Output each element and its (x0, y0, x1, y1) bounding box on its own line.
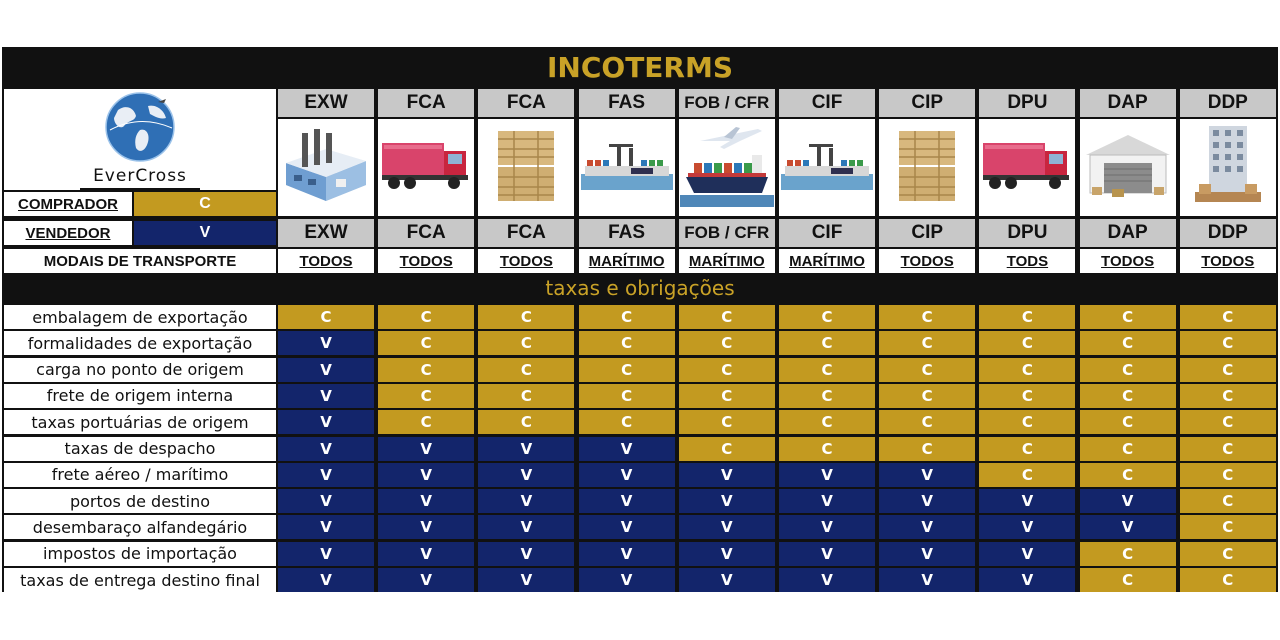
cell-value: C (779, 358, 875, 382)
cell-value: C (478, 358, 574, 382)
term-picture-8 (979, 119, 1075, 216)
cell-value: C (879, 331, 975, 355)
cell-value: C (1080, 437, 1176, 461)
cell-value: C (779, 331, 875, 355)
cell-value: V (378, 489, 474, 513)
cell-value: V (579, 542, 675, 566)
term-header-2: FCA (378, 89, 474, 117)
truck-icon (380, 137, 472, 198)
cell-value: V (879, 463, 975, 487)
term-modal-2: TODOS (378, 249, 474, 273)
cell-value: C (879, 437, 975, 461)
cell-value: V (478, 489, 574, 513)
term-header-repeat-3: FCA (478, 219, 574, 247)
cell-value: V (378, 515, 474, 539)
cell-value: C (779, 384, 875, 408)
term-modal-9: TODOS (1080, 249, 1176, 273)
cell-value: C (1180, 384, 1276, 408)
term-picture-1 (278, 119, 374, 216)
cell-value: C (1180, 410, 1276, 434)
legend-buyer-label: COMPRADOR (4, 192, 132, 216)
term-header-repeat-8: DPU (979, 219, 1075, 247)
cell-value: V (779, 515, 875, 539)
cell-value: C (1180, 358, 1276, 382)
cell-value: C (1180, 568, 1276, 592)
term-header-repeat-7: CIP (879, 219, 975, 247)
term-header-repeat-1: EXW (278, 219, 374, 247)
factory-icon (280, 125, 372, 210)
cell-value: C (579, 331, 675, 355)
cell-value: V (879, 542, 975, 566)
port-crane-icon (581, 140, 673, 195)
term-picture-7 (879, 119, 975, 216)
cell-value: C (979, 305, 1075, 329)
term-header-6: CIF (779, 89, 875, 117)
cell-value: C (1180, 437, 1276, 461)
cell-value: C (879, 410, 975, 434)
term-header-8: DPU (979, 89, 1075, 117)
cell-value: C (1080, 358, 1176, 382)
cell-value: C (378, 331, 474, 355)
cell-value: C (979, 410, 1075, 434)
cell-value: V (478, 542, 574, 566)
plane-and-ship-icon (680, 119, 774, 216)
cell-value: V (779, 489, 875, 513)
section-title: taxas e obrigações (545, 276, 735, 300)
cell-value: C (1080, 305, 1176, 329)
cell-value: V (278, 331, 374, 355)
term-modal-7: TODOS (879, 249, 975, 273)
cell-value: C (1080, 384, 1176, 408)
cell-value: V (378, 542, 474, 566)
term-picture-6 (779, 119, 875, 216)
brand-name: EverCross (93, 165, 187, 186)
row-label: frete de origem interna (4, 384, 276, 408)
cell-value: V (278, 515, 374, 539)
term-modal-6: MARÍTIMO (779, 249, 875, 273)
cell-value: C (278, 305, 374, 329)
cell-value: V (278, 410, 374, 434)
term-picture-4 (579, 119, 675, 216)
row-label: taxas portuárias de origem (4, 410, 276, 434)
cell-value: V (879, 515, 975, 539)
cell-value: C (378, 384, 474, 408)
term-picture-2 (378, 119, 474, 216)
cell-value: V (1080, 489, 1176, 513)
cell-value: C (979, 331, 1075, 355)
cell-value: V (679, 515, 775, 539)
cell-value: C (979, 358, 1075, 382)
cell-value: V (278, 463, 374, 487)
cell-value: C (979, 437, 1075, 461)
cell-value: C (879, 358, 975, 382)
cell-value: C (1180, 305, 1276, 329)
cell-value: V (979, 489, 1075, 513)
row-label: taxas de entrega destino final (4, 568, 276, 592)
incoterms-table (2, 47, 1278, 592)
cell-value: C (579, 384, 675, 408)
term-header-3: FCA (478, 89, 574, 117)
cell-value: V (879, 489, 975, 513)
cell-value: V (478, 515, 574, 539)
cell-value: V (278, 489, 374, 513)
brand-underline (80, 188, 200, 190)
term-header-4: FAS (579, 89, 675, 117)
cell-value: V (779, 463, 875, 487)
term-header-1: EXW (278, 89, 374, 117)
cell-value: V (679, 568, 775, 592)
cell-value: V (979, 542, 1075, 566)
term-header-repeat-2: FCA (378, 219, 474, 247)
row-label: desembaraço alfandegário (4, 515, 276, 539)
cell-value: C (679, 384, 775, 408)
term-header-repeat-4: FAS (579, 219, 675, 247)
cell-value: V (478, 568, 574, 592)
term-header-9: DAP (1080, 89, 1176, 117)
cell-value: C (1080, 331, 1176, 355)
cell-value: C (1180, 463, 1276, 487)
cell-value: C (579, 305, 675, 329)
cell-value: C (679, 437, 775, 461)
cell-value: C (1080, 542, 1176, 566)
cell-value: C (579, 410, 675, 434)
cell-value: V (1080, 515, 1176, 539)
cell-value: C (679, 410, 775, 434)
office-building-icon (1193, 122, 1263, 213)
cell-value: C (1080, 410, 1176, 434)
cell-value: V (378, 463, 474, 487)
row-label: frete aéreo / marítimo (4, 463, 276, 487)
cell-value: V (679, 463, 775, 487)
cell-value: C (779, 305, 875, 329)
warehouse-icon (1082, 127, 1174, 208)
cell-value: V (779, 568, 875, 592)
cell-value: C (1080, 568, 1176, 592)
cell-value: C (779, 410, 875, 434)
term-modal-4: MARÍTIMO (579, 249, 675, 273)
cell-value: V (278, 437, 374, 461)
cell-value: C (1180, 489, 1276, 513)
cell-value: V (378, 568, 474, 592)
cell-value: V (979, 568, 1075, 592)
cell-value: V (378, 437, 474, 461)
cell-value: V (278, 542, 374, 566)
cell-value: C (679, 331, 775, 355)
row-label: carga no ponto de origem (4, 358, 276, 382)
cell-value: V (579, 437, 675, 461)
cell-value: C (378, 305, 474, 329)
term-picture-5 (679, 119, 775, 216)
cell-value: C (1180, 331, 1276, 355)
table-title: INCOTERMS (546, 50, 734, 84)
cell-value: V (579, 463, 675, 487)
cell-value: C (979, 463, 1075, 487)
cell-value: C (478, 331, 574, 355)
cell-value: V (979, 515, 1075, 539)
cell-value: C (979, 384, 1075, 408)
cell-value: V (278, 358, 374, 382)
term-header-repeat-6: CIF (779, 219, 875, 247)
legend-seller-label: VENDEDOR (4, 221, 132, 245)
cell-value: V (478, 463, 574, 487)
cell-value: C (879, 384, 975, 408)
cell-value: V (679, 542, 775, 566)
term-modal-10: TODOS (1180, 249, 1276, 273)
term-picture-3 (478, 119, 574, 216)
cell-value: C (1180, 515, 1276, 539)
term-modal-3: TODOS (478, 249, 574, 273)
cell-value: V (779, 542, 875, 566)
term-header-repeat-9: DAP (1080, 219, 1176, 247)
row-label: embalagem de exportação (4, 305, 276, 329)
cell-value: V (579, 489, 675, 513)
cell-value: C (378, 410, 474, 434)
row-label: portos de destino (4, 489, 276, 513)
row-label: taxas de despacho (4, 437, 276, 461)
term-modal-8: TODS (979, 249, 1075, 273)
cell-value: V (478, 437, 574, 461)
legend-seller-code: V (134, 221, 276, 245)
term-picture-9 (1080, 119, 1176, 216)
cell-value: C (378, 358, 474, 382)
row-label: impostos de importação (4, 542, 276, 566)
cell-value: C (478, 384, 574, 408)
cell-value: V (278, 568, 374, 592)
cell-value: C (679, 305, 775, 329)
cell-value: V (579, 515, 675, 539)
crate-icon (895, 125, 959, 210)
term-modal-5: MARÍTIMO (679, 249, 775, 273)
modal-label: MODAIS DE TRANSPORTE (4, 249, 276, 273)
term-header-10: DDP (1180, 89, 1276, 117)
cell-value: C (1080, 463, 1176, 487)
crate-icon (494, 125, 558, 210)
truck-icon (981, 137, 1073, 198)
term-header-5: FOB / CFR (679, 89, 775, 117)
cell-value: C (679, 358, 775, 382)
cell-value: V (579, 568, 675, 592)
cell-value: V (879, 568, 975, 592)
cell-value: V (679, 489, 775, 513)
cell-value: C (779, 437, 875, 461)
term-modal-1: TODOS (278, 249, 374, 273)
term-header-repeat-5: FOB / CFR (679, 219, 775, 247)
legend-buyer-code: C (134, 192, 276, 216)
term-header-repeat-10: DDP (1180, 219, 1276, 247)
term-header-7: CIP (879, 89, 975, 117)
cell-value: C (1180, 542, 1276, 566)
row-label: formalidades de exportação (4, 331, 276, 355)
cell-value: C (879, 305, 975, 329)
cell-value: C (579, 358, 675, 382)
globe-icon (100, 90, 180, 164)
cell-value: V (278, 384, 374, 408)
cell-value: C (478, 410, 574, 434)
brand-logo (4, 89, 276, 190)
term-picture-10 (1180, 119, 1276, 216)
port-crane-icon (781, 140, 873, 195)
cell-value: C (478, 305, 574, 329)
